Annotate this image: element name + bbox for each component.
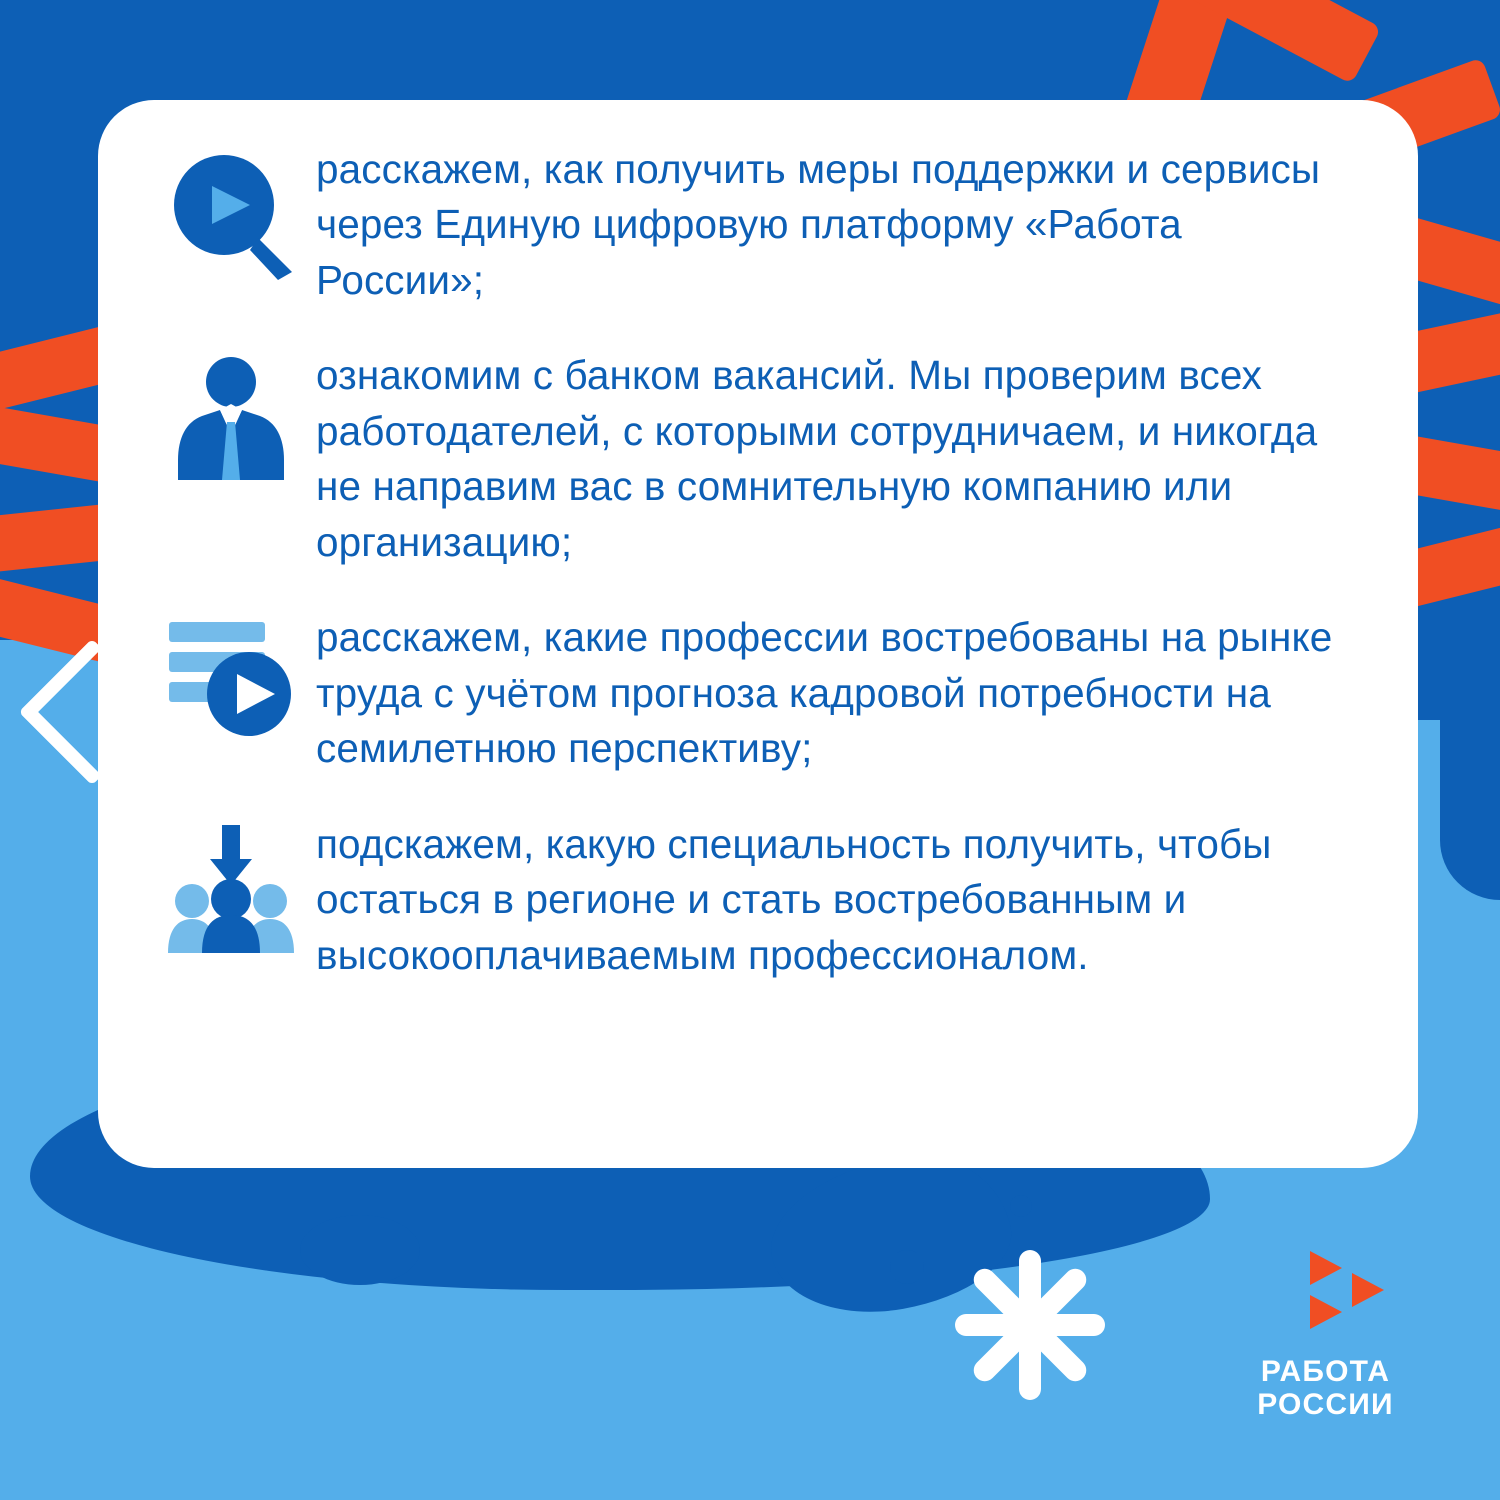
- logo-text: [1233, 1355, 1418, 1422]
- decor-asterisk-icon: [950, 1245, 1110, 1405]
- icon-container: [146, 140, 316, 280]
- decor-blue-blob: [300, 1215, 420, 1285]
- brand-logo: [1233, 1249, 1418, 1422]
- list-item-text: подскажем, какую специальность получить, чтобы остаться в регионе и стать востребованным и высокооплачиваемым профессионалом.: [316, 820, 1272, 978]
- list-item: [146, 815, 1358, 983]
- list-item-text: расскажем, как получить меры поддержки и сервисы через Единую цифровую платформу «Работа России»;: [316, 146, 1321, 303]
- list-item-text: расскажем, какие профессии востребованы на рынке труда с учётом прогноза кадровой потребности на семилетнюю перспективу;: [316, 614, 1333, 772]
- icon-container: [146, 608, 316, 738]
- logo-mark-icon: [1233, 1249, 1418, 1341]
- list-item-text: ознакомим с банком вакансий. Мы проверим всех работодателей, с которыми сотрудничаем, и никогда не направим вас в сомнительную компанию или организацию;: [316, 352, 1318, 565]
- background-band-right-lower: [1440, 700, 1500, 900]
- list-play-icon: [165, 618, 297, 738]
- person-suit-icon: [172, 356, 290, 486]
- logo-text-line1: РАБОТА: [1260, 1354, 1391, 1388]
- list-item: [146, 140, 1358, 308]
- decor-blue-dot: [890, 1250, 924, 1284]
- search-play-icon: [166, 150, 296, 280]
- list-item: [146, 346, 1358, 570]
- content-card: [98, 100, 1418, 1168]
- list-item: [146, 608, 1358, 776]
- decor-blue-dot: [1010, 1195, 1032, 1217]
- icon-container: [146, 815, 316, 953]
- arrow-down-group-icon: [166, 825, 296, 953]
- icon-container: [146, 346, 316, 486]
- logo-text-line2: РОССИИ: [1257, 1388, 1394, 1422]
